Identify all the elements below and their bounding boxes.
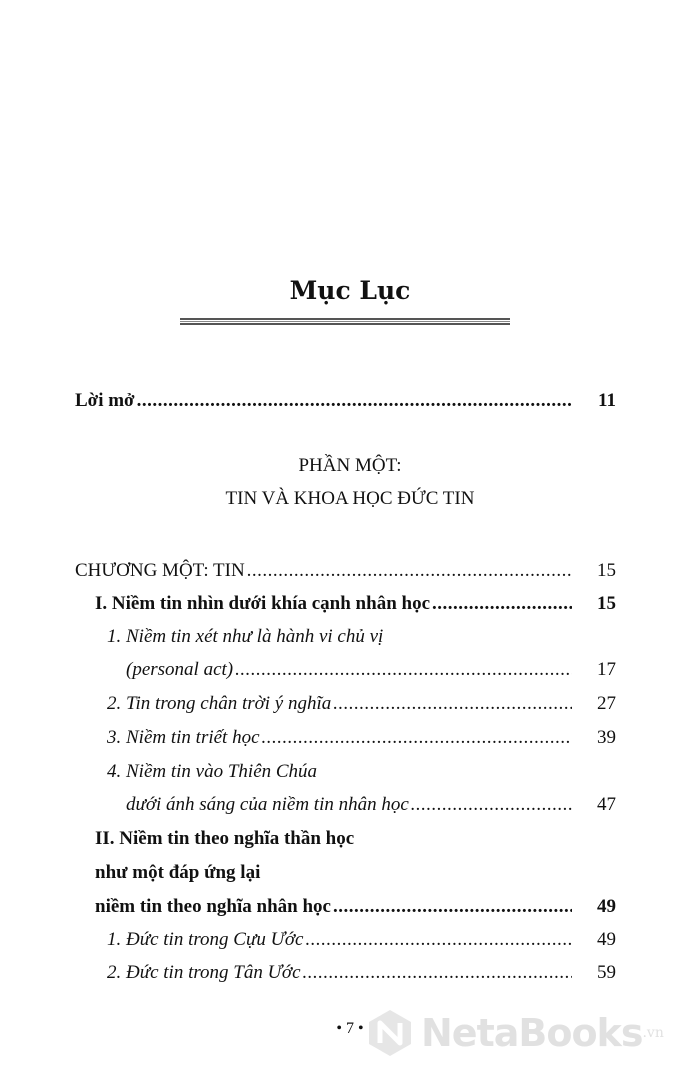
toc-entry-label: dưới ánh sáng của niềm tin nhân học: [126, 794, 409, 815]
toc-entry-label: 1. Đức tin trong Cựu Ước: [107, 929, 304, 950]
toc-entry-page: 39: [597, 727, 616, 748]
toc-entry-chapter: [75, 560, 616, 582]
leader-dots: [262, 727, 572, 749]
toc-entry-page: 47: [597, 794, 616, 815]
toc-entry-s1-item4-line1: 4. Niềm tin vào Thiên Chúa: [107, 761, 318, 782]
toc-entry-s1-item1-line1: 1. Niềm tin xét như là hành vi chủ vị: [107, 626, 384, 647]
leader-dots: [137, 390, 572, 412]
leader-dots: [303, 962, 572, 984]
toc-entry-label: 2. Tin trong chân trời ý nghĩa: [107, 693, 332, 714]
leader-dots: [305, 929, 572, 951]
part-heading-line1: PHẦN MỘT:: [298, 455, 402, 476]
toc-entry-page: 27: [597, 693, 616, 714]
toc-entry-label: 2. Đức tin trong Tân Ước: [107, 962, 301, 983]
netabooks-logo-icon: [365, 1008, 415, 1058]
title-divider: [180, 318, 510, 325]
leader-dots: [411, 794, 572, 816]
toc-entry-label: I. Niềm tin nhìn dưới khía cạnh nhân học: [95, 593, 431, 614]
part-heading-line2: TIN VÀ KHOA HỌC ĐỨC TIN: [225, 488, 475, 509]
toc-entry-page: 15: [597, 593, 616, 614]
toc-entry-label: CHƯƠNG MỘT: TIN: [75, 560, 245, 581]
toc-entry-s2-item2: [107, 962, 616, 984]
toc-entry-label: 3. Niềm tin triết học: [107, 727, 260, 748]
toc-entry-section-2: [95, 896, 616, 918]
toc-entry-s1-item4: [126, 794, 616, 816]
leader-dots: [235, 659, 572, 681]
toc-entry-label: Lời mở: [75, 390, 135, 411]
toc-entry-s1-item1: [126, 659, 616, 681]
toc-entry-label: niềm tin theo nghĩa nhân học: [95, 896, 331, 917]
toc-entry-s2-item1: [107, 929, 616, 951]
watermark: [365, 1000, 695, 1066]
toc-entry-loi-mo: [75, 390, 616, 412]
toc-entry-section-2-line1: II. Niềm tin theo nghĩa thần học: [95, 828, 355, 849]
toc-entry-page: 59: [597, 962, 616, 983]
toc-entry-page: 15: [597, 560, 616, 581]
toc-entry-s1-item2: [107, 693, 616, 715]
leader-dots: [333, 693, 572, 715]
toc-entry-label: (personal act): [126, 659, 234, 680]
toc-entry-s1-item3: [107, 727, 616, 749]
toc-entry-page: 17: [597, 659, 616, 680]
toc-entry-page: 11: [598, 390, 616, 411]
watermark-brand: NetaBooks: [421, 1011, 643, 1055]
leader-dots: [432, 593, 572, 615]
watermark-suffix: .vn: [642, 1025, 664, 1041]
toc-entry-page: 49: [597, 896, 616, 917]
page-title: Mục Lục: [289, 276, 411, 305]
leader-dots: [333, 896, 572, 918]
toc-entry-section-2-line2: như một đáp ứng lại: [95, 862, 261, 883]
toc-entry-section-1: [95, 593, 616, 615]
leader-dots: [247, 560, 572, 582]
page-number: • 7 •: [336, 1020, 364, 1037]
toc-entry-page: 49: [597, 929, 616, 950]
